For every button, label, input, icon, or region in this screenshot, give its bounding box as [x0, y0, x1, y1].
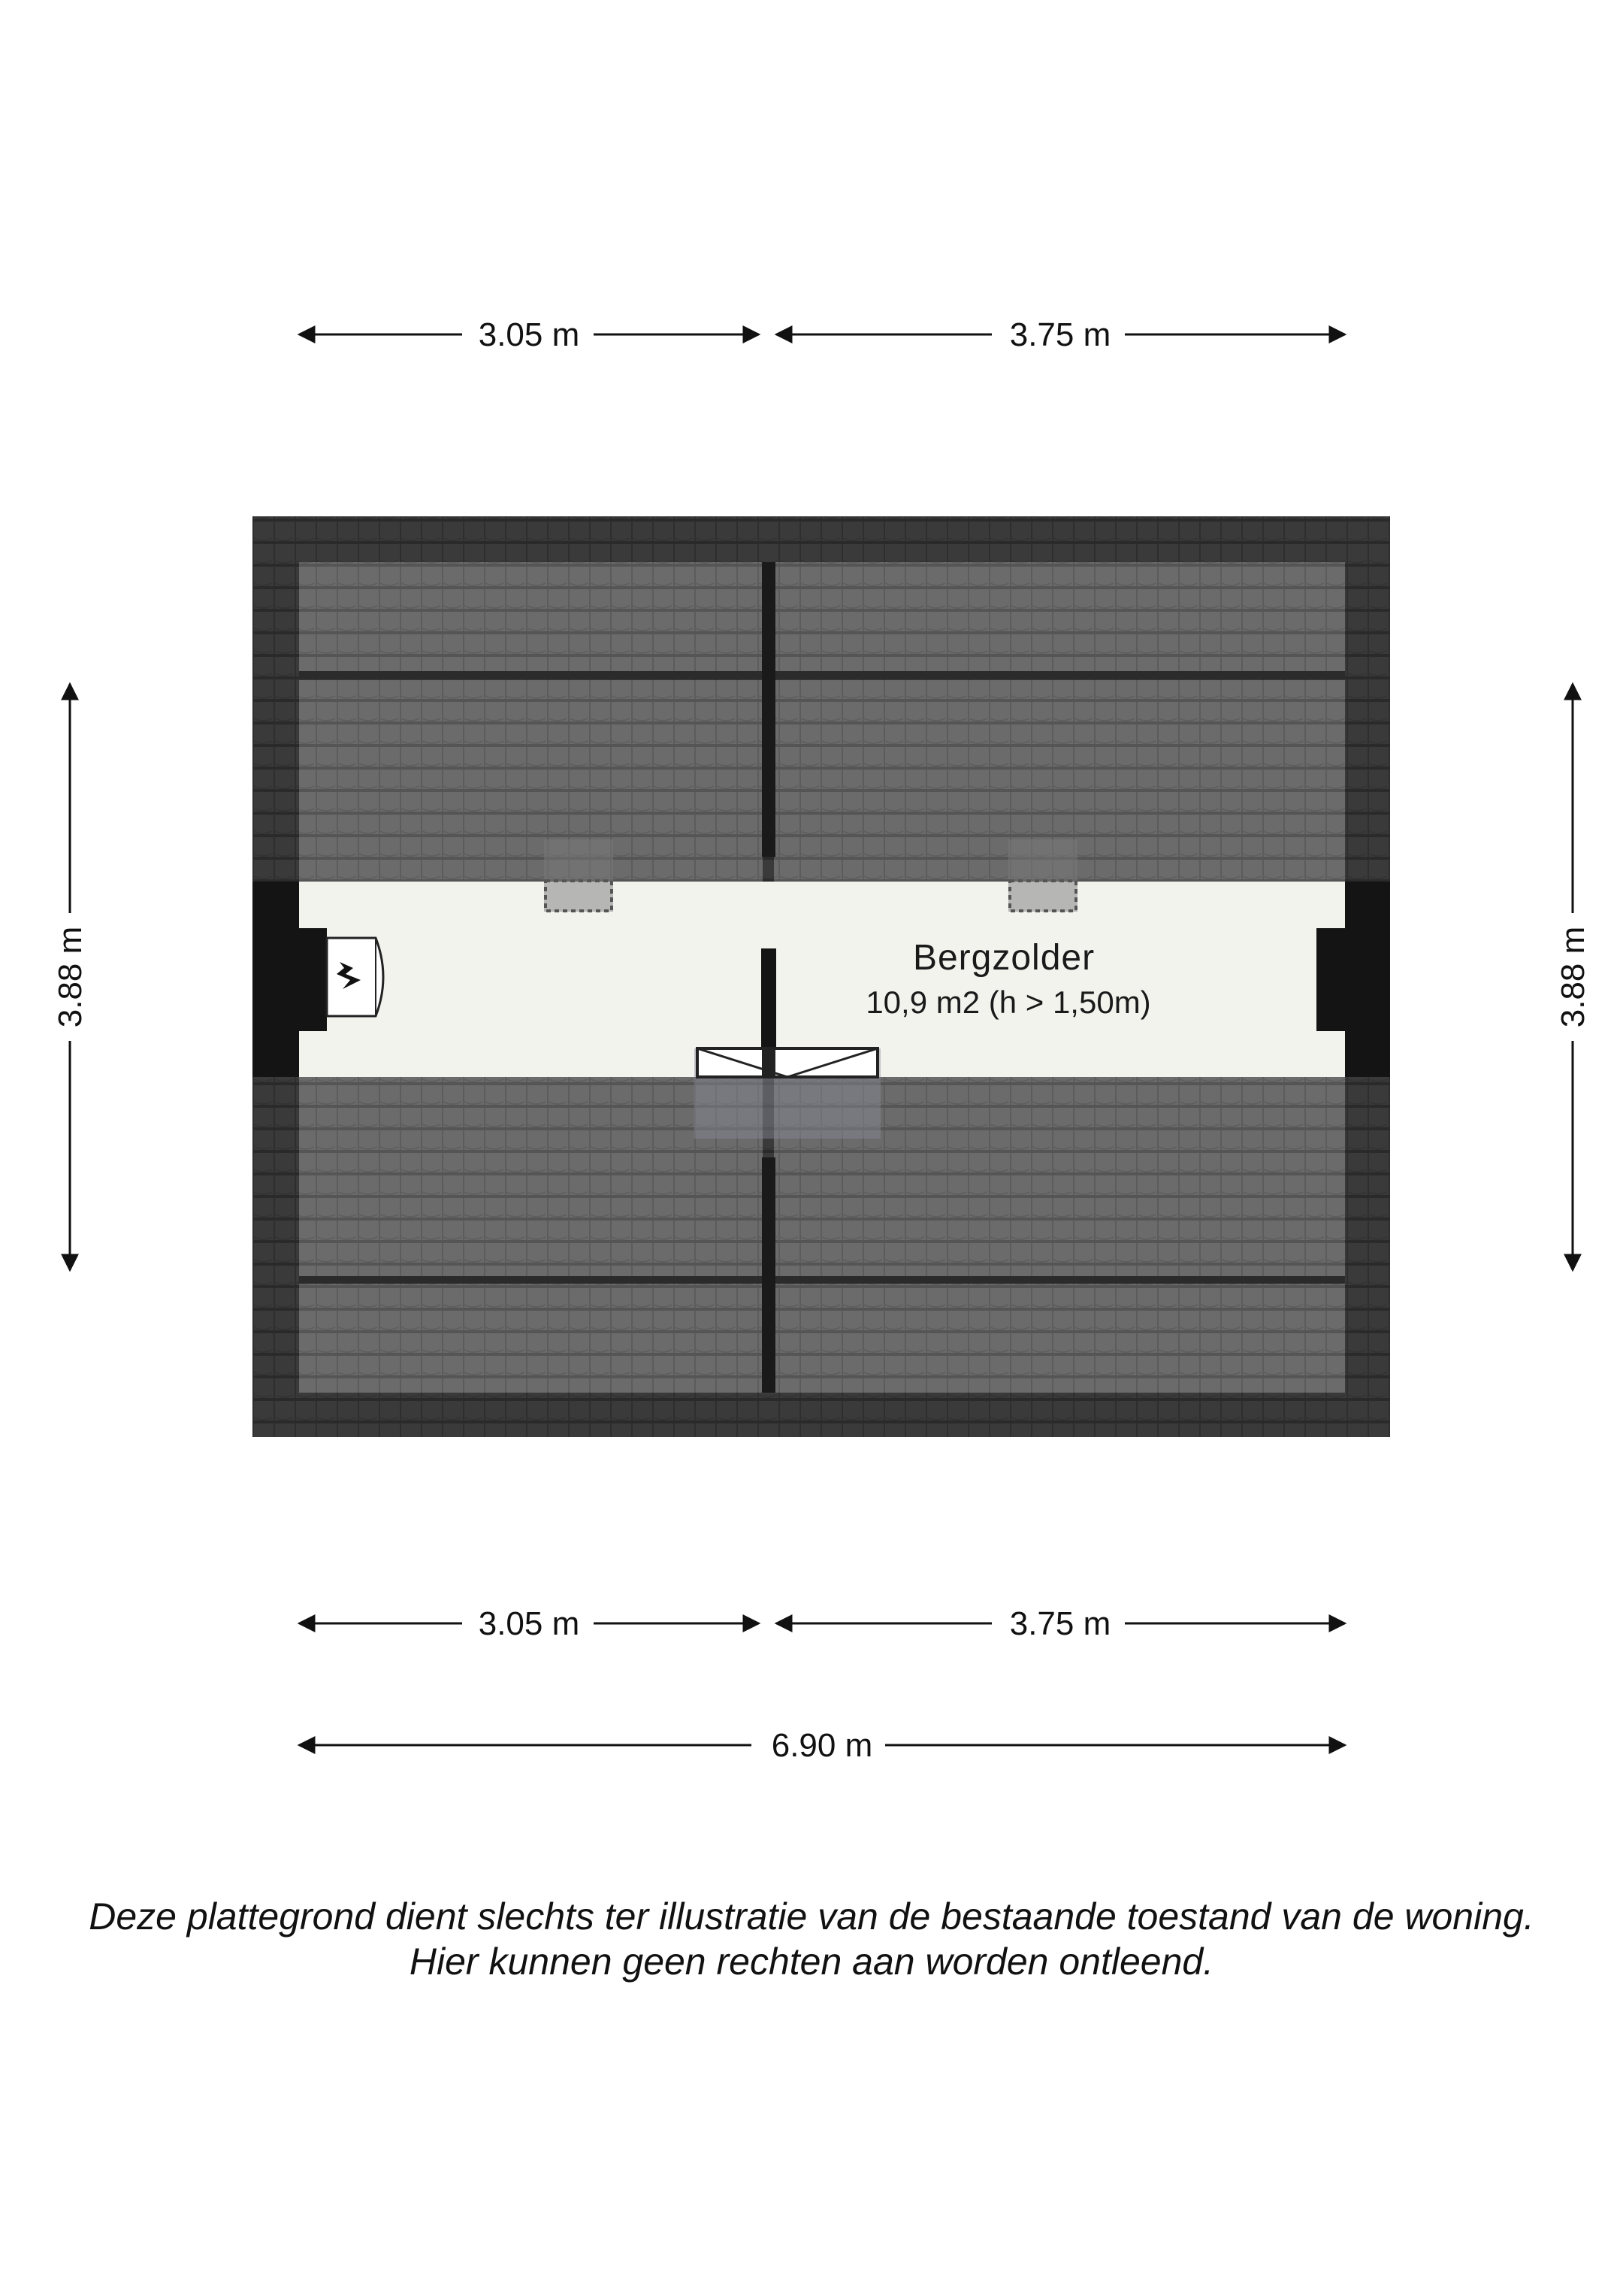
- dim-top-left: 3.05 m: [478, 316, 580, 353]
- roof-plane-mid-top-left: [299, 680, 763, 883]
- roof-plane-mid-bottom-left: [299, 1075, 763, 1278]
- disclaimer-line-1: Deze plattegrond dient slechts ter illustratie van de bestaande toestand van de woning.: [89, 1895, 1534, 1938]
- roof-beam-top: [762, 562, 775, 857]
- roof-plane-top-left: [299, 562, 763, 675]
- roof-window-icon: [544, 839, 613, 912]
- roof-plane-bottom-right: [774, 1284, 1345, 1393]
- roof-plane-bottom-left: [299, 1284, 763, 1393]
- roof-beam-bottom: [762, 1157, 775, 1393]
- dim-right-side: 3.88 m: [1555, 926, 1591, 1028]
- dim-bottom-right: 3.75 m: [1009, 1605, 1111, 1642]
- boiler-icon: [327, 938, 383, 1016]
- dim-top-right: 3.75 m: [1009, 316, 1111, 353]
- roof-plane-top-right: [774, 562, 1345, 675]
- bottom-dimensions: [299, 1605, 1345, 1764]
- room-area: 10,9 m2 (h > 1,50m): [866, 985, 1151, 1020]
- disclaimer-line-2: Hier kunnen geen rechten aan worden ontleend.: [409, 1941, 1214, 1983]
- disclaimer: [0, 1894, 1623, 1984]
- room-name: Bergzolder: [912, 938, 1096, 978]
- roof-ridge-top: [299, 671, 1345, 679]
- roof-window-icon: [1008, 839, 1077, 912]
- stair-hatch-icon: [694, 1048, 881, 1139]
- roof-ridge-bottom: [299, 1276, 1345, 1284]
- dim-left-side: 3.88 m: [52, 926, 89, 1028]
- dim-bottom-left: 3.05 m: [478, 1605, 580, 1642]
- top-dimensions: [299, 316, 1345, 353]
- dim-bottom-total: 6.90 m: [771, 1727, 873, 1764]
